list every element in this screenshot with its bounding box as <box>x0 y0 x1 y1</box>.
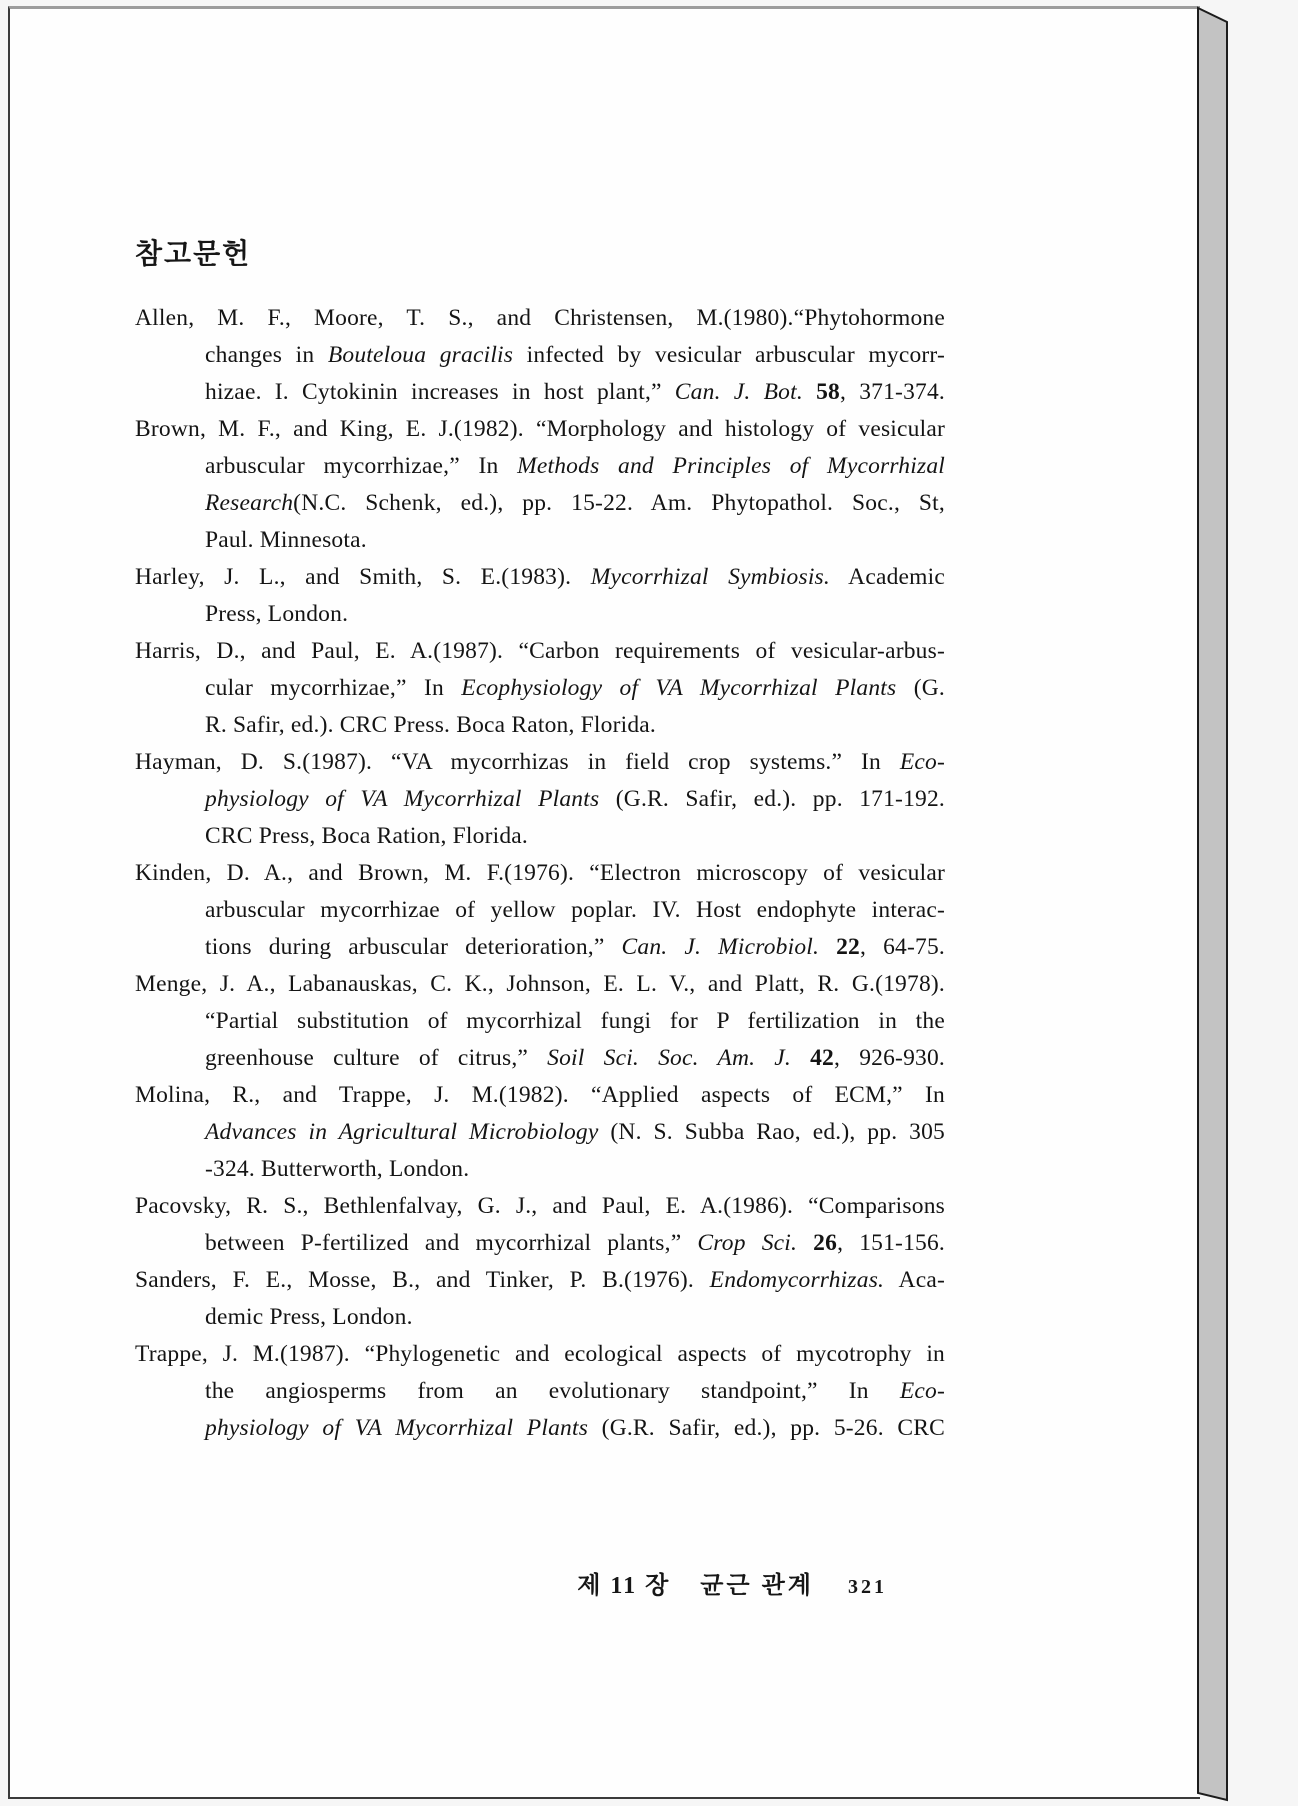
reference-line <box>135 707 945 744</box>
reference-line <box>135 966 945 1003</box>
reference-line <box>135 1003 945 1040</box>
reference-volume-number: 26 <box>813 1230 838 1256</box>
reference-line <box>135 596 945 633</box>
reference-text <box>791 1045 810 1071</box>
reference-text: Hayman, D. S.(1987). “VA mycorrhizas in field crop systems.” In <box>135 749 900 775</box>
reference-italic-text: Crop Sci. <box>697 1230 798 1256</box>
reference-italic-text: Eco- <box>899 1378 945 1404</box>
reference-line <box>135 1373 945 1410</box>
reference-line <box>135 818 945 855</box>
reference-text: (N.C. Schenk, ed.), pp. 15-22. Am. Phytopathol. Soc., St, <box>293 490 945 516</box>
reference-text: Pacovsky, R. S., Bethlenfalvay, G. J., and Paul, E. A.(1986). “Comparisons <box>135 1193 945 1219</box>
reference-text: , 151-156. <box>837 1230 945 1256</box>
reference-text: R. Safir, ed.). CRC Press. Boca Raton, Florida. <box>205 712 657 738</box>
reference-italic-text: Can. J. Bot. <box>674 379 803 405</box>
reference-line <box>135 374 945 411</box>
footer-page-number: 321 <box>848 1576 887 1598</box>
reference-volume-number: 58 <box>816 379 840 405</box>
reference-line <box>135 781 945 818</box>
reference-italic-text: Advances in Agricultural Microbiology <box>205 1119 599 1145</box>
page-thickness-edge <box>1198 8 1227 1800</box>
reference-text: Menge, J. A., Labanauskas, C. K., Johnson, E. L. V., and Platt, R. G.(1978). <box>135 971 945 997</box>
reference-line <box>135 855 945 892</box>
reference-line <box>135 1188 945 1225</box>
reference-italic-text: physiology of VA Mycorrhizal Plants <box>205 786 600 812</box>
reference-italic-text: Can. J. Microbiol. <box>621 934 820 960</box>
reference-italic-text: Eco- <box>899 749 945 775</box>
reference-text: Harris, D., and Paul, E. A.(1987). “Carbon requirements of vesicular-arbus- <box>135 638 945 664</box>
reference-text: hizae. I. Cytokinin increases in host plant,” <box>205 379 675 405</box>
reference-line <box>135 1225 945 1262</box>
reference-text: Sanders, F. E., Mosse, B., and Tinker, P. B.(1976). <box>135 1267 710 1293</box>
reference-line <box>135 522 945 559</box>
reference-text: arbuscular mycorrhizae,” In <box>205 453 518 479</box>
reference-text: Kinden, D. A., and Brown, M. F.(1976). “Electron microscopy of vesicular <box>135 860 945 886</box>
reference-text: (G.R. Safir, ed.). pp. 171-192. <box>599 786 945 812</box>
reference-italic-text: physiology of VA Mycorrhizal Plants <box>205 1415 589 1441</box>
reference-text: greenhouse culture of citrus,” <box>205 1045 548 1071</box>
reference-text: Harley, J. L., and Smith, S. E.(1983). <box>135 564 591 590</box>
reference-text: (G.R. Safir, ed.), pp. 5-26. CRC <box>588 1415 946 1441</box>
reference-text: cular mycorrhizae,” In <box>205 675 462 701</box>
reference-italic-text: Soil Sci. Soc. Am. J. <box>547 1045 791 1071</box>
reference-line <box>135 1336 945 1373</box>
reference-text: changes in <box>205 342 328 368</box>
reference-text: -324. Butterworth, London. <box>205 1156 470 1182</box>
reference-italic-text: Bouteloua gracilis <box>327 342 514 368</box>
reference-text: Allen, M. F., Moore, T. S., and Christensen, M.(1980).“Phytohormone <box>135 305 945 331</box>
page-title: 참고문헌 <box>135 239 252 270</box>
reference-text: (N. S. Subba Rao, ed.), pp. 305 <box>598 1119 945 1145</box>
reference-text: infected by vesicular arbuscular mycorr- <box>513 342 946 368</box>
reference-line <box>135 633 945 670</box>
reference-line <box>135 929 945 966</box>
footer-chapter-label: 제 11 장 <box>577 1573 671 1599</box>
reference-line <box>135 300 945 337</box>
reference-line <box>135 1410 945 1447</box>
reference-text: Academic <box>829 564 945 590</box>
reference-text: , 64-75. <box>860 934 945 960</box>
reference-text: the angiosperms from an evolutionary standpoint,” In <box>205 1378 900 1404</box>
reference-line <box>135 670 945 707</box>
reference-line <box>135 1299 945 1336</box>
reference-line <box>135 892 945 929</box>
reference-text: Press, London. <box>205 601 349 627</box>
reference-text: “Partial substitution of mycorrhizal fungi for P fertilization in the <box>205 1008 945 1034</box>
reference-text: arbuscular mycorrhizae of yellow poplar. IV. Host endophyte interac- <box>205 897 945 923</box>
reference-volume-number: 42 <box>810 1045 835 1071</box>
reference-italic-text: Mycorrhizal Symbiosis. <box>590 564 830 590</box>
reference-line <box>135 744 945 781</box>
references-list <box>135 300 945 1447</box>
reference-line <box>135 1151 945 1188</box>
reference-text: Brown, M. F., and King, E. J.(1982). “Morphology and histology of vesicular <box>135 416 945 442</box>
reference-italic-text: Research <box>205 490 294 516</box>
reference-volume-number: 22 <box>836 934 861 960</box>
reference-text <box>819 934 836 960</box>
reference-italic-text: Methods and Principles of Mycorrhizal <box>517 453 946 479</box>
reference-line <box>135 1077 945 1114</box>
reference-line <box>135 1262 945 1299</box>
footer-section-label: 균근 관계 <box>700 1573 814 1599</box>
reference-line <box>135 559 945 596</box>
reference-text: Molina, R., and Trappe, J. M.(1982). “Applied aspects of ECM,” In <box>135 1082 945 1108</box>
reference-text: CRC Press, Boca Ration, Florida. <box>205 823 528 849</box>
reference-text: demic Press, London. <box>205 1304 413 1330</box>
reference-line <box>135 411 945 448</box>
reference-text: Trappe, J. M.(1987). “Phylogenetic and ecological aspects of mycotrophy in <box>135 1341 945 1367</box>
reference-text: tions during arbuscular deterioration,” <box>205 934 622 960</box>
reference-text: (G. <box>896 675 945 701</box>
reference-italic-text: Ecophysiology of VA Mycorrhizal Plants <box>461 675 897 701</box>
reference-italic-text: Endomycorrhizas. <box>709 1267 885 1293</box>
reference-text: , 926-930. <box>834 1045 945 1071</box>
reference-text: , 371-374. <box>839 379 945 405</box>
reference-line <box>135 448 945 485</box>
reference-text: Paul. Minnesota. <box>205 527 367 553</box>
page-footer <box>135 1565 887 1600</box>
reference-line <box>135 337 945 374</box>
reference-line <box>135 485 945 522</box>
reference-line <box>135 1114 945 1151</box>
reference-text <box>803 379 816 405</box>
reference-text: between P-fertilized and mycorrhizal plants,” <box>205 1230 698 1256</box>
reference-text <box>797 1230 813 1256</box>
reference-line <box>135 1040 945 1077</box>
reference-text: Aca- <box>884 1267 945 1293</box>
